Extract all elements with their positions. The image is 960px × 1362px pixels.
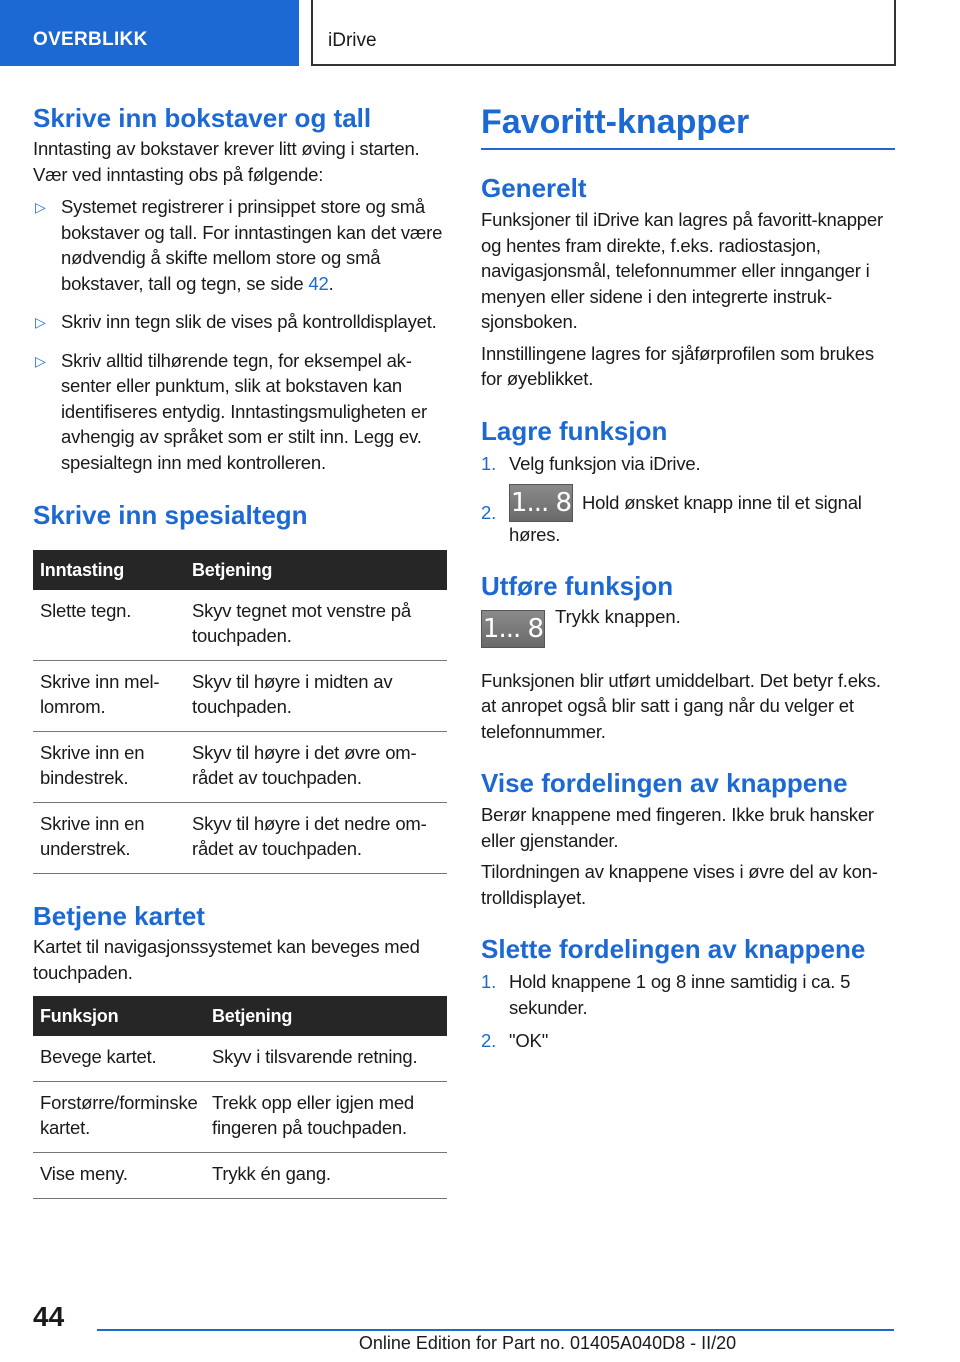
table-cell: Skrive inn en understrek.: [33, 803, 185, 874]
table-header-row: [33, 996, 447, 1036]
bullet-triangle-icon: ▷: [35, 314, 46, 330]
right-column: [481, 100, 895, 1054]
list-item: ▷ Systemet registrerer i prinsippet store og små bokstaver og tall. For inntastingen kan det være nødvendig å skifte mellom store og små bokstaver, tall og tegn, se side 42.: [35, 196, 443, 294]
footer-divider: [97, 1329, 894, 1331]
section-tab: [0, 0, 299, 66]
heading-save-function: Lagre funksjon: [481, 415, 668, 446]
table-row: [33, 1036, 447, 1082]
intro-map: Kartet til navigasjonssystemet kan beveges med touchpaden.: [33, 936, 420, 983]
table-row: [33, 732, 447, 803]
general-text-1: Funksjoner til iDrive kan lagres på favoritt-knapper og hentes fram direkte, f.eks. radiostasjon, navigasjonsmål, telefonnummer eller innganger i menyen eller sidene i den integrerte instruksjonsboken.: [481, 209, 883, 332]
list-item: ▷ Skriv alltid tilhørende tegn, for eksempel aksenter eller punktum, slik at bokstaven kan identifiseres entydig. Inntastingsmuligheten er avhengig av språket som er stilt inn. Legg ev. spesialtegn inn med kontrolleren.: [35, 349, 427, 473]
heading-delete-assignment: Slette fordelingen av knappene: [481, 934, 866, 964]
table-cell: Forstørre/forminske kartet.: [33, 1082, 205, 1153]
chapter-title: iDrive: [328, 30, 377, 51]
table-header: Inntasting: [33, 550, 185, 590]
heading-general: Generelt: [481, 173, 587, 203]
list-item: ▷ Skriv inn tegn slik de vises på kontrolldisplayet.: [33, 309, 447, 335]
table-cell: Skyv i tilsvarende retning.: [205, 1036, 447, 1082]
list-item: 2. 1... 8 Hold ønsket knapp inne til et signal høres.: [481, 484, 895, 548]
heading-map: Betjene kartet: [33, 901, 205, 931]
table-cell: Skrive inn mellomrom.: [33, 661, 185, 732]
table-row: [33, 661, 447, 732]
list-item: 1. Velg funksjon via iDrive.: [481, 452, 701, 474]
map-table: [33, 996, 447, 1199]
special-chars-table: [33, 550, 447, 874]
heading-letters: Skrive inn bokstaver og tall: [33, 103, 372, 133]
heading-run-function: Utføre funksjon: [481, 570, 674, 601]
table-header: Funksjon: [33, 996, 205, 1036]
table-cell: Skyv til høyre i midten av touchpaden.: [185, 661, 447, 732]
chapter-tab: [311, 0, 896, 66]
bullet-triangle-icon: ▷: [35, 199, 46, 215]
table-cell: Vise meny.: [33, 1153, 205, 1199]
table-cell: Skyv til høyre i det nedre området av touchpaden.: [185, 803, 447, 874]
table-cell: Skyv tegnet mot venstre på touchpaden.: [185, 590, 447, 661]
table-row: [33, 1082, 447, 1153]
table-row: [33, 803, 447, 874]
table-cell: Skrive inn en bindestrek.: [33, 732, 185, 803]
table-row: [33, 1153, 447, 1199]
show-text-2: Tilordningen av knappene vises i øvre del av kontrolldisplayet.: [481, 861, 878, 908]
table-cell: Trykk én gang.: [205, 1153, 447, 1199]
footer-text: Online Edition for Part no. 01405A040D8 - II/20: [358, 1333, 737, 1353]
run-text: Trykk knappen.: [555, 605, 681, 627]
table-row: [33, 590, 447, 661]
run-description: Funksjonen blir utført umiddelbart. Det betyr f.eks. at anropet også blir satt i gang når du velger et telefonnummer.: [481, 669, 881, 742]
general-text-2: Innstillingene lagres for sjåførprofilen som brukes for øyeblikket.: [481, 342, 874, 389]
table-cell: Trekk opp eller igjen med fingeren på touchpaden.: [205, 1082, 447, 1153]
table-header-row: [33, 550, 447, 590]
heading-show-assignment: Vise fordelingen av knappene: [481, 768, 848, 798]
table-cell: Bevege kartet.: [33, 1036, 205, 1082]
favorite-buttons-icon: 1... 8: [509, 484, 573, 522]
table-header: Betjening: [205, 996, 447, 1036]
page-number: 44: [33, 1301, 65, 1332]
table-cell: Skyv til høyre i det øvre området av touchpaden.: [185, 732, 447, 803]
run-row: [481, 605, 895, 662]
intro-letters: Inntasting av bokstaver krever litt øving i starten. Vær ved inntasting obs på følgende:: [33, 138, 420, 185]
favorite-buttons-icon: 1... 8: [481, 610, 545, 648]
show-text-1: Berør knappene med fingeren. Ikke bruk hansker eller gjenstander.: [481, 804, 874, 851]
heading-favorites: Favoritt-knapper: [481, 100, 895, 150]
bullet-triangle-icon: ▷: [35, 352, 46, 369]
table-cell: Slette tegn.: [33, 590, 185, 661]
list-item: 2. "OK": [481, 1030, 549, 1051]
table-header: Betjening: [185, 550, 447, 590]
section-title: OVERBLIKK: [33, 29, 148, 50]
list-item: 1. Hold knappene 1 og 8 inne samtidig i ca. 5 sekunder.: [481, 971, 851, 1018]
heading-special-chars: Skrive inn spesialtegn: [33, 500, 308, 530]
left-column: [33, 100, 447, 1199]
page-link[interactable]: 42: [308, 272, 329, 294]
